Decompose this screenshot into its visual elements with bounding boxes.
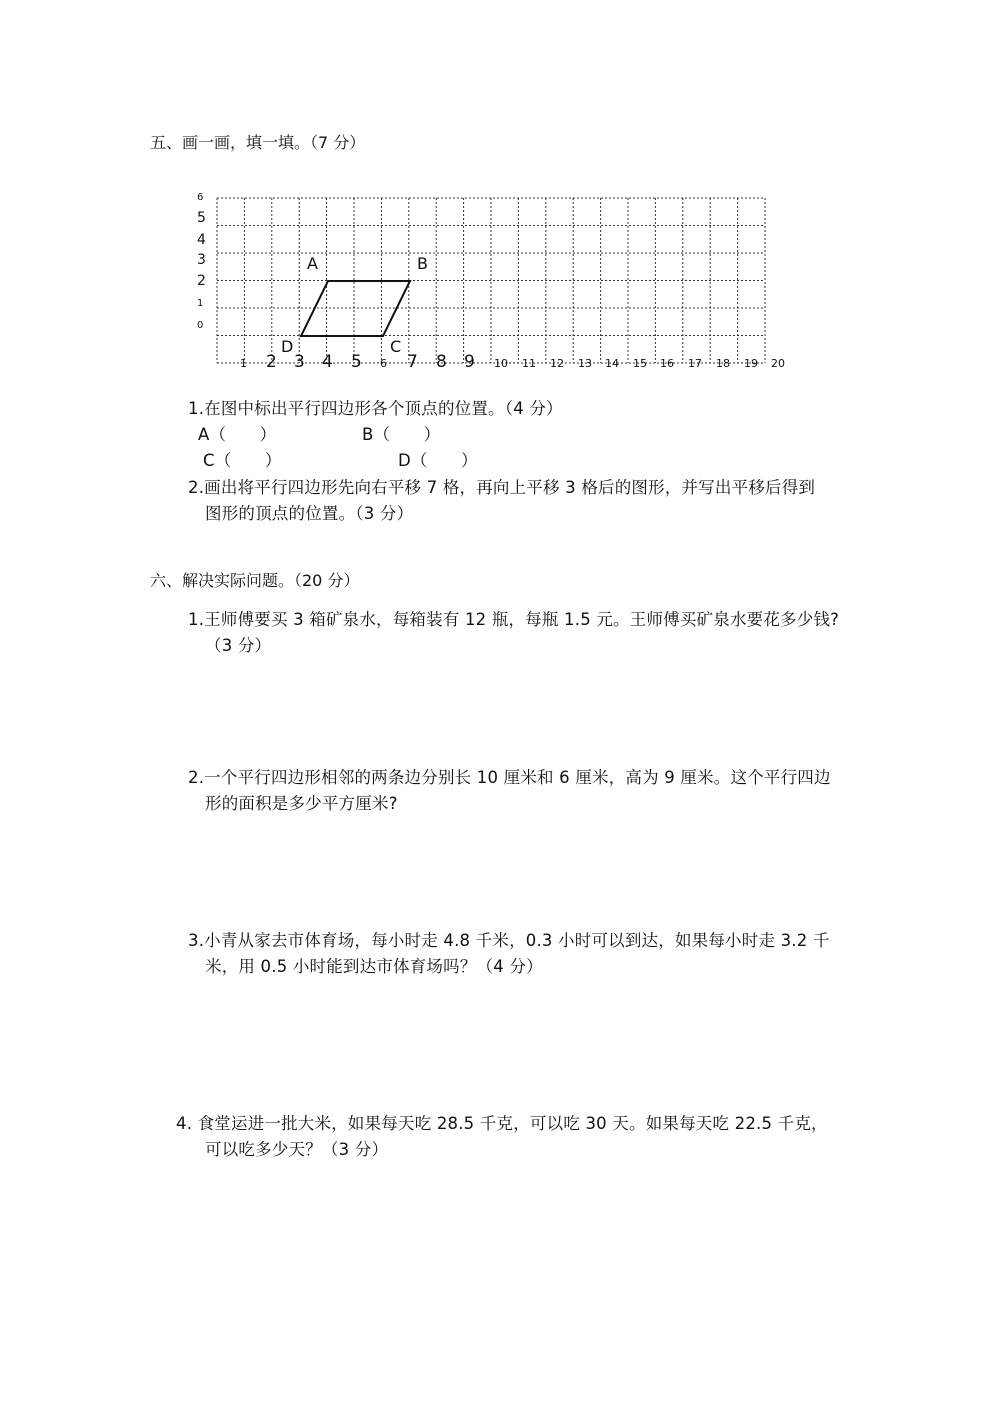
x-axis-tick-label: 19 [744,357,758,370]
x-axis-tick-label: 9 [464,352,475,372]
s6-q4-line2: 可以吃多少天？（3 分） [205,1140,389,1159]
x-axis-tick-label: 3 [294,352,305,372]
section-5-title: 五、画一画，填一填。（7 分） [150,133,366,152]
x-axis-labels [240,352,785,372]
x-axis-tick-label: 6 [380,357,387,370]
y-axis-tick-label: 3 [197,252,206,268]
y-axis-labels [197,192,206,331]
s5-q1-text: 1.在图中标出平行四边形各个顶点的位置。（4 分） [188,399,563,418]
x-axis-tick-label: 2 [266,352,277,372]
vertex-a-label: A [307,254,318,273]
x-axis-tick-label: 13 [578,357,592,370]
x-axis-tick-label: 16 [660,357,674,370]
x-axis-tick-label: 14 [605,357,619,370]
x-axis-tick-label: 10 [494,357,508,370]
vertex-d-label: D [281,337,294,356]
y-axis-tick-label: 4 [197,232,206,248]
vertex-b-label: B [417,254,428,273]
y-axis-tick-label: 5 [197,210,206,226]
x-axis-tick-label: 15 [633,357,647,370]
blank-a: A（ ） [198,425,277,444]
s6-q3-line1: 3.小青从家去市体育场，每小时走 4.8 千米，0.3 小时可以到达，如果每小时走 3.2 千 [188,931,830,950]
s6-q2-line2: 形的面积是多少平方厘米? [205,794,398,813]
x-axis-tick-label: 5 [351,352,362,372]
coordinate-grid-figure [0,0,1000,380]
x-axis-tick-label: 8 [436,352,447,372]
section-6-title: 六、解决实际问题。（20 分） [150,571,360,590]
x-axis-tick-label: 1 [240,357,247,370]
vertex-c-label: C [390,337,402,356]
s5-q2-line1: 2.画出将平行四边形先向右平移 7 格，再向上平移 3 格后的图形，并写出平移后得到 [188,478,816,497]
s6-q2-line1: 2.一个平行四边形相邻的两条边分别长 10 厘米和 6 厘米，高为 9 厘米。这个平行四边 [188,768,831,787]
s6-q3-line2: 米，用 0.5 小时能到达市体育场吗？（4 分） [205,957,543,976]
x-axis-tick-label: 18 [716,357,730,370]
grid-lines [217,198,765,363]
s6-q1-line1: 1.王师傅要买 3 箱矿泉水，每箱装有 12 瓶，每瓶 1.5 元。王师傅买矿泉水要花多少钱? [188,610,840,629]
x-axis-tick-label: 20 [771,357,785,370]
x-axis-tick-label: 12 [550,357,564,370]
x-axis-tick-label: 7 [407,352,418,372]
x-axis-tick-label: 11 [522,357,536,370]
blank-b: B（ ） [362,425,441,444]
s6-q1-line2: （3 分） [205,636,272,655]
blank-d: D（ ） [398,451,478,470]
y-axis-tick-label: 1 [197,298,204,309]
x-axis-tick-label: 4 [322,352,333,372]
x-axis-tick-label: 17 [688,357,702,370]
y-axis-tick-label: 0 [197,320,204,331]
s6-q4-line1: 4. 食堂运进一批大米，如果每天吃 28.5 千克，可以吃 30 天。如果每天吃 22.5 千克， [176,1114,828,1133]
blank-c: C（ ） [203,451,282,470]
s5-q2-line2: 图形的顶点的位置。（3 分） [205,504,414,523]
y-axis-tick-label: 2 [197,273,206,289]
y-axis-tick-label: 6 [197,192,204,203]
